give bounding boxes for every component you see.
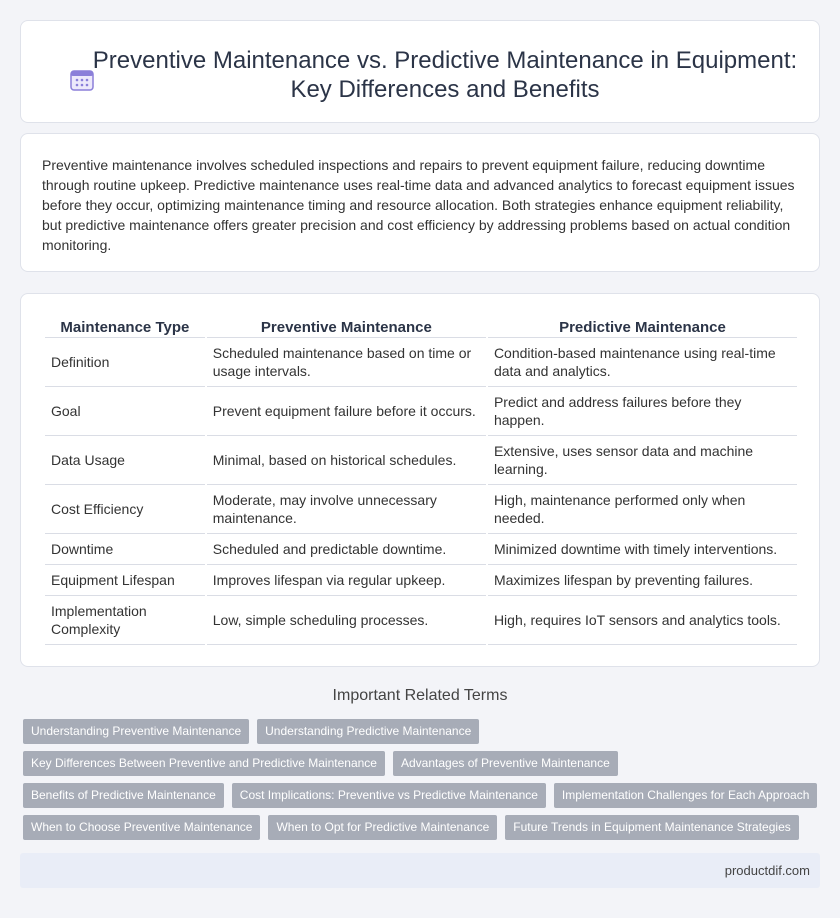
footer: [20, 853, 820, 888]
table-cell: Downtime: [45, 534, 205, 565]
table-cell: Implementation Complexity: [45, 596, 205, 645]
intro-card: [20, 133, 820, 272]
table-cell: Minimized downtime with timely interventions.: [488, 534, 797, 565]
table-row: [45, 534, 797, 565]
table-cell: Definition: [45, 338, 205, 387]
table-cell: Low, simple scheduling processes.: [207, 596, 486, 645]
related-term-link[interactable]: Understanding Preventive Maintenance: [23, 719, 249, 744]
column-header: Preventive Maintenance: [207, 313, 486, 338]
table-row: [45, 387, 797, 436]
column-header: Maintenance Type: [45, 313, 205, 338]
table-cell: Predict and address failures before they happen.: [488, 387, 797, 436]
intro-paragraph: Preventive maintenance involves scheduled inspections and repairs to prevent equipment failure, reducing downtime through routine upkeep. Predictive maintenance uses real-time data and advanced analytics to forecast equipment issues before they occur, optimizing maintenance timing and resource allocation. Both strategies enhance equipment reliability, but predictive maintenance offers greater precision and cost efficiency by addressing problems based on actual condition monitoring.: [42, 157, 795, 253]
table-cell: Cost Efficiency: [45, 485, 205, 534]
related-term-link[interactable]: Understanding Predictive Maintenance: [257, 719, 479, 744]
table-cell: Improves lifespan via regular upkeep.: [207, 565, 486, 596]
related-term-link[interactable]: Future Trends in Equipment Maintenance Strategies: [505, 815, 799, 840]
title-card: [20, 20, 820, 123]
table-cell: Maximizes lifespan by preventing failures.: [488, 565, 797, 596]
comparison-card: [20, 293, 820, 667]
table-cell: Scheduled and predictable downtime.: [207, 534, 486, 565]
table-row: [45, 565, 797, 596]
table-cell: Prevent equipment failure before it occurs.: [207, 387, 486, 436]
table-row: [45, 436, 797, 485]
related-term-link[interactable]: Cost Implications: Preventive vs Predictive Maintenance: [232, 783, 546, 808]
related-term-link[interactable]: Implementation Challenges for Each Approach: [554, 783, 817, 808]
related-term-link[interactable]: Advantages of Preventive Maintenance: [393, 751, 618, 776]
table-cell: High, requires IoT sensors and analytics tools.: [488, 596, 797, 645]
column-header: Predictive Maintenance: [488, 313, 797, 338]
table-cell: Scheduled maintenance based on time or usage intervals.: [207, 338, 486, 387]
comparison-table: [43, 313, 799, 645]
related-terms-list: [23, 719, 823, 847]
table-row: [45, 338, 797, 387]
related-terms-heading: Important Related Terms: [332, 687, 508, 704]
table-cell: Moderate, may involve unnecessary maintenance.: [207, 485, 486, 534]
related-term-link[interactable]: When to Choose Preventive Maintenance: [23, 815, 260, 840]
related-term-link[interactable]: When to Opt for Predictive Maintenance: [268, 815, 497, 840]
table-cell: Goal: [45, 387, 205, 436]
related-term-link[interactable]: Key Differences Between Preventive and Predictive Maintenance: [23, 751, 385, 776]
table-row: [45, 485, 797, 534]
footer-site-link[interactable]: productdif.com: [724, 863, 810, 878]
table-row: [45, 596, 797, 645]
related-term-link[interactable]: Benefits of Predictive Maintenance: [23, 783, 224, 808]
table-cell: Data Usage: [45, 436, 205, 485]
table-cell: Equipment Lifespan: [45, 565, 205, 596]
table-header-row: [45, 313, 797, 338]
table-cell: Minimal, based on historical schedules.: [207, 436, 486, 485]
page-title: Preventive Maintenance vs. Predictive Maintenance in Equipment: Key Differences and Benefits: [92, 47, 798, 103]
table-cell: High, maintenance performed only when needed.: [488, 485, 797, 534]
table-cell: Condition-based maintenance using real-time data and analytics.: [488, 338, 797, 387]
table-cell: Extensive, uses sensor data and machine learning.: [488, 436, 797, 485]
